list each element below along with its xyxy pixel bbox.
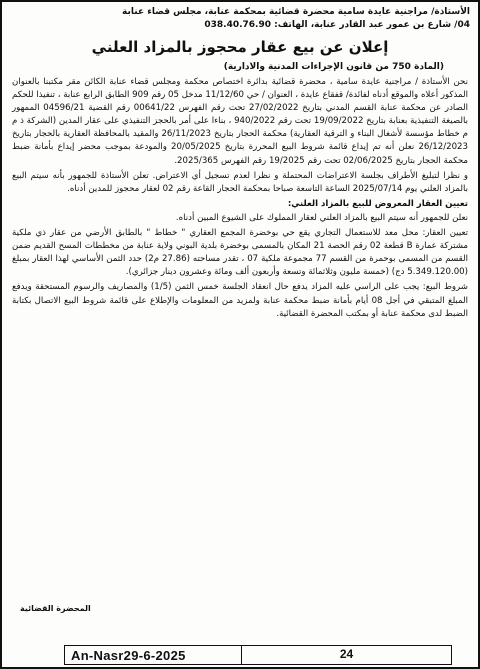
notice-body	[2, 74, 478, 321]
bailiff-header	[2, 2, 478, 32]
notice-subtitle: (المادة 750 من قانون الإجراءات المدنية والادارية)	[223, 62, 444, 72]
signature-label: المحضرة القضائية	[20, 604, 91, 613]
newspaper-date: An-Nasr29-6-2025	[71, 647, 186, 663]
page-number: 24	[241, 646, 451, 664]
section-heading-property: تعيين العقار المعروض للبيع بالمزاد العلني:	[287, 198, 468, 209]
section-sale-conditions: شروط البيع: يجب على الراسي عليه المزاد يدفع حال انعقاد الجلسة خمس الثمن (1/5) والمصاريف والرسوم المستحقة ويدفع المبلغ المتبقي في أجل 08 أيام بأمانة ضبط محكمة عنابة ولمزيد من المعلومات والإطلاع على قائمة شروط البيع الاتصال بكتابة الضبط لدى محكمة عنابة أو بمكتب المحضرة القضائية.	[12, 282, 468, 319]
newspaper-footer	[64, 645, 452, 665]
bailiff-name-line: الأستاذة/ مراجنية عايدة سامية محضرة قضائية بمحكمة عنابة، مجلس قضاء عنابة	[122, 7, 470, 17]
section-property-announcement: نعلن للجمهور أنه سيتم البيع بالمزاد العلني لعقار المملوك على الشيوع المبين أدناه.	[175, 212, 468, 223]
bailiff-address-line: 04/ شارع بن عمور عبد القادر عنابة، الهاتف: 038.40.76.90	[204, 20, 470, 30]
notice-title: إعلان عن بيع عقار محجوز بالمزاد العلني	[91, 38, 389, 56]
section-property-description: تعيين العقار: محل معد للاستعمال التجاري يقع حي بوخضرة المجمع العقاري " خطاط " بالطابق الأرضي من عقار ذي ملكية مشتركة عمارة B قطعة 02 رقم الحصة 21 المكان بالمسمى بوخضرة بلدية البوني ولاية عنابة من مخططات المسح القديم ضمن القسم من المسمى بوحمرة من القسم 77 مجموعة ملكية 07 ، تقدر مساحته (27.86 م2) حدد الثمن الأساسي لهذا العقار بمبلغ (5.349.120.00 دج) (خمسة مليون وثلاثمائة وتسعة وأربعون ألف ومائة وعشرون دينار جزائري).	[12, 228, 469, 278]
paragraph-intro: نحن الأستاذة / مراجنية عايدة سامية ، محضرة قضائية بدائرة اختصاص محكمة ومجلس قضاء عنابة الكائن مقر مكتبنا بالعنوان المذكور أعلاه والموقع أدناه لفائدة/ قفقاع عايدة ، العنوان / حي 11/12/60 مدخل 05 رقم 909 الطابق الرابع عنابة ، تنفيذا للحكم الصادر عن محكمة عنابة القسم المدني بتاريخ 27/02/2022 تحت رقم الفهرس 00641/22 رقم القضية 04596/21 الممهور بالصيغة التنفيذية بعنابة بتاريخ 19/09/2022 تحت رقم 940/2022 ، بناءا على أمر بالحجز التنفيذي على عقار المدين (الشركة ذ م م خطاط مؤسسة لأشغال البناء و الترقية العقارية) محكمة الحجار بتاريخ 26/11/2023 والمقيد بالمحافظة العقارية بالحجار بتاريخ 26/12/2023 نعلن أنه تم إيداع قائمة شروط البيع المحررة بتاريخ 20/05/2025 والمودعة بموجب محضر إيداع بأمانة ضبط محكمة الحجار بتاريخ 02/06/2025 تحت رقم 19/2025 رقم الفهرس 2025/365.	[12, 77, 468, 166]
paragraph-auction-date: و نظرا لتبليغ الأطراف بجلسة الاعتراضات المحتملة و نظرا لعدم تسجيل أي الاعتراض. تعلن الأستاذة للجمهور بأنه سيتم البيع بالمزاد العلني يوم 2025/07/14 الساعة التاسعة صباحا بمحكمة الحجار القاعة رقم 02 لعقار محجوز للمدين أدناه.	[12, 170, 468, 194]
